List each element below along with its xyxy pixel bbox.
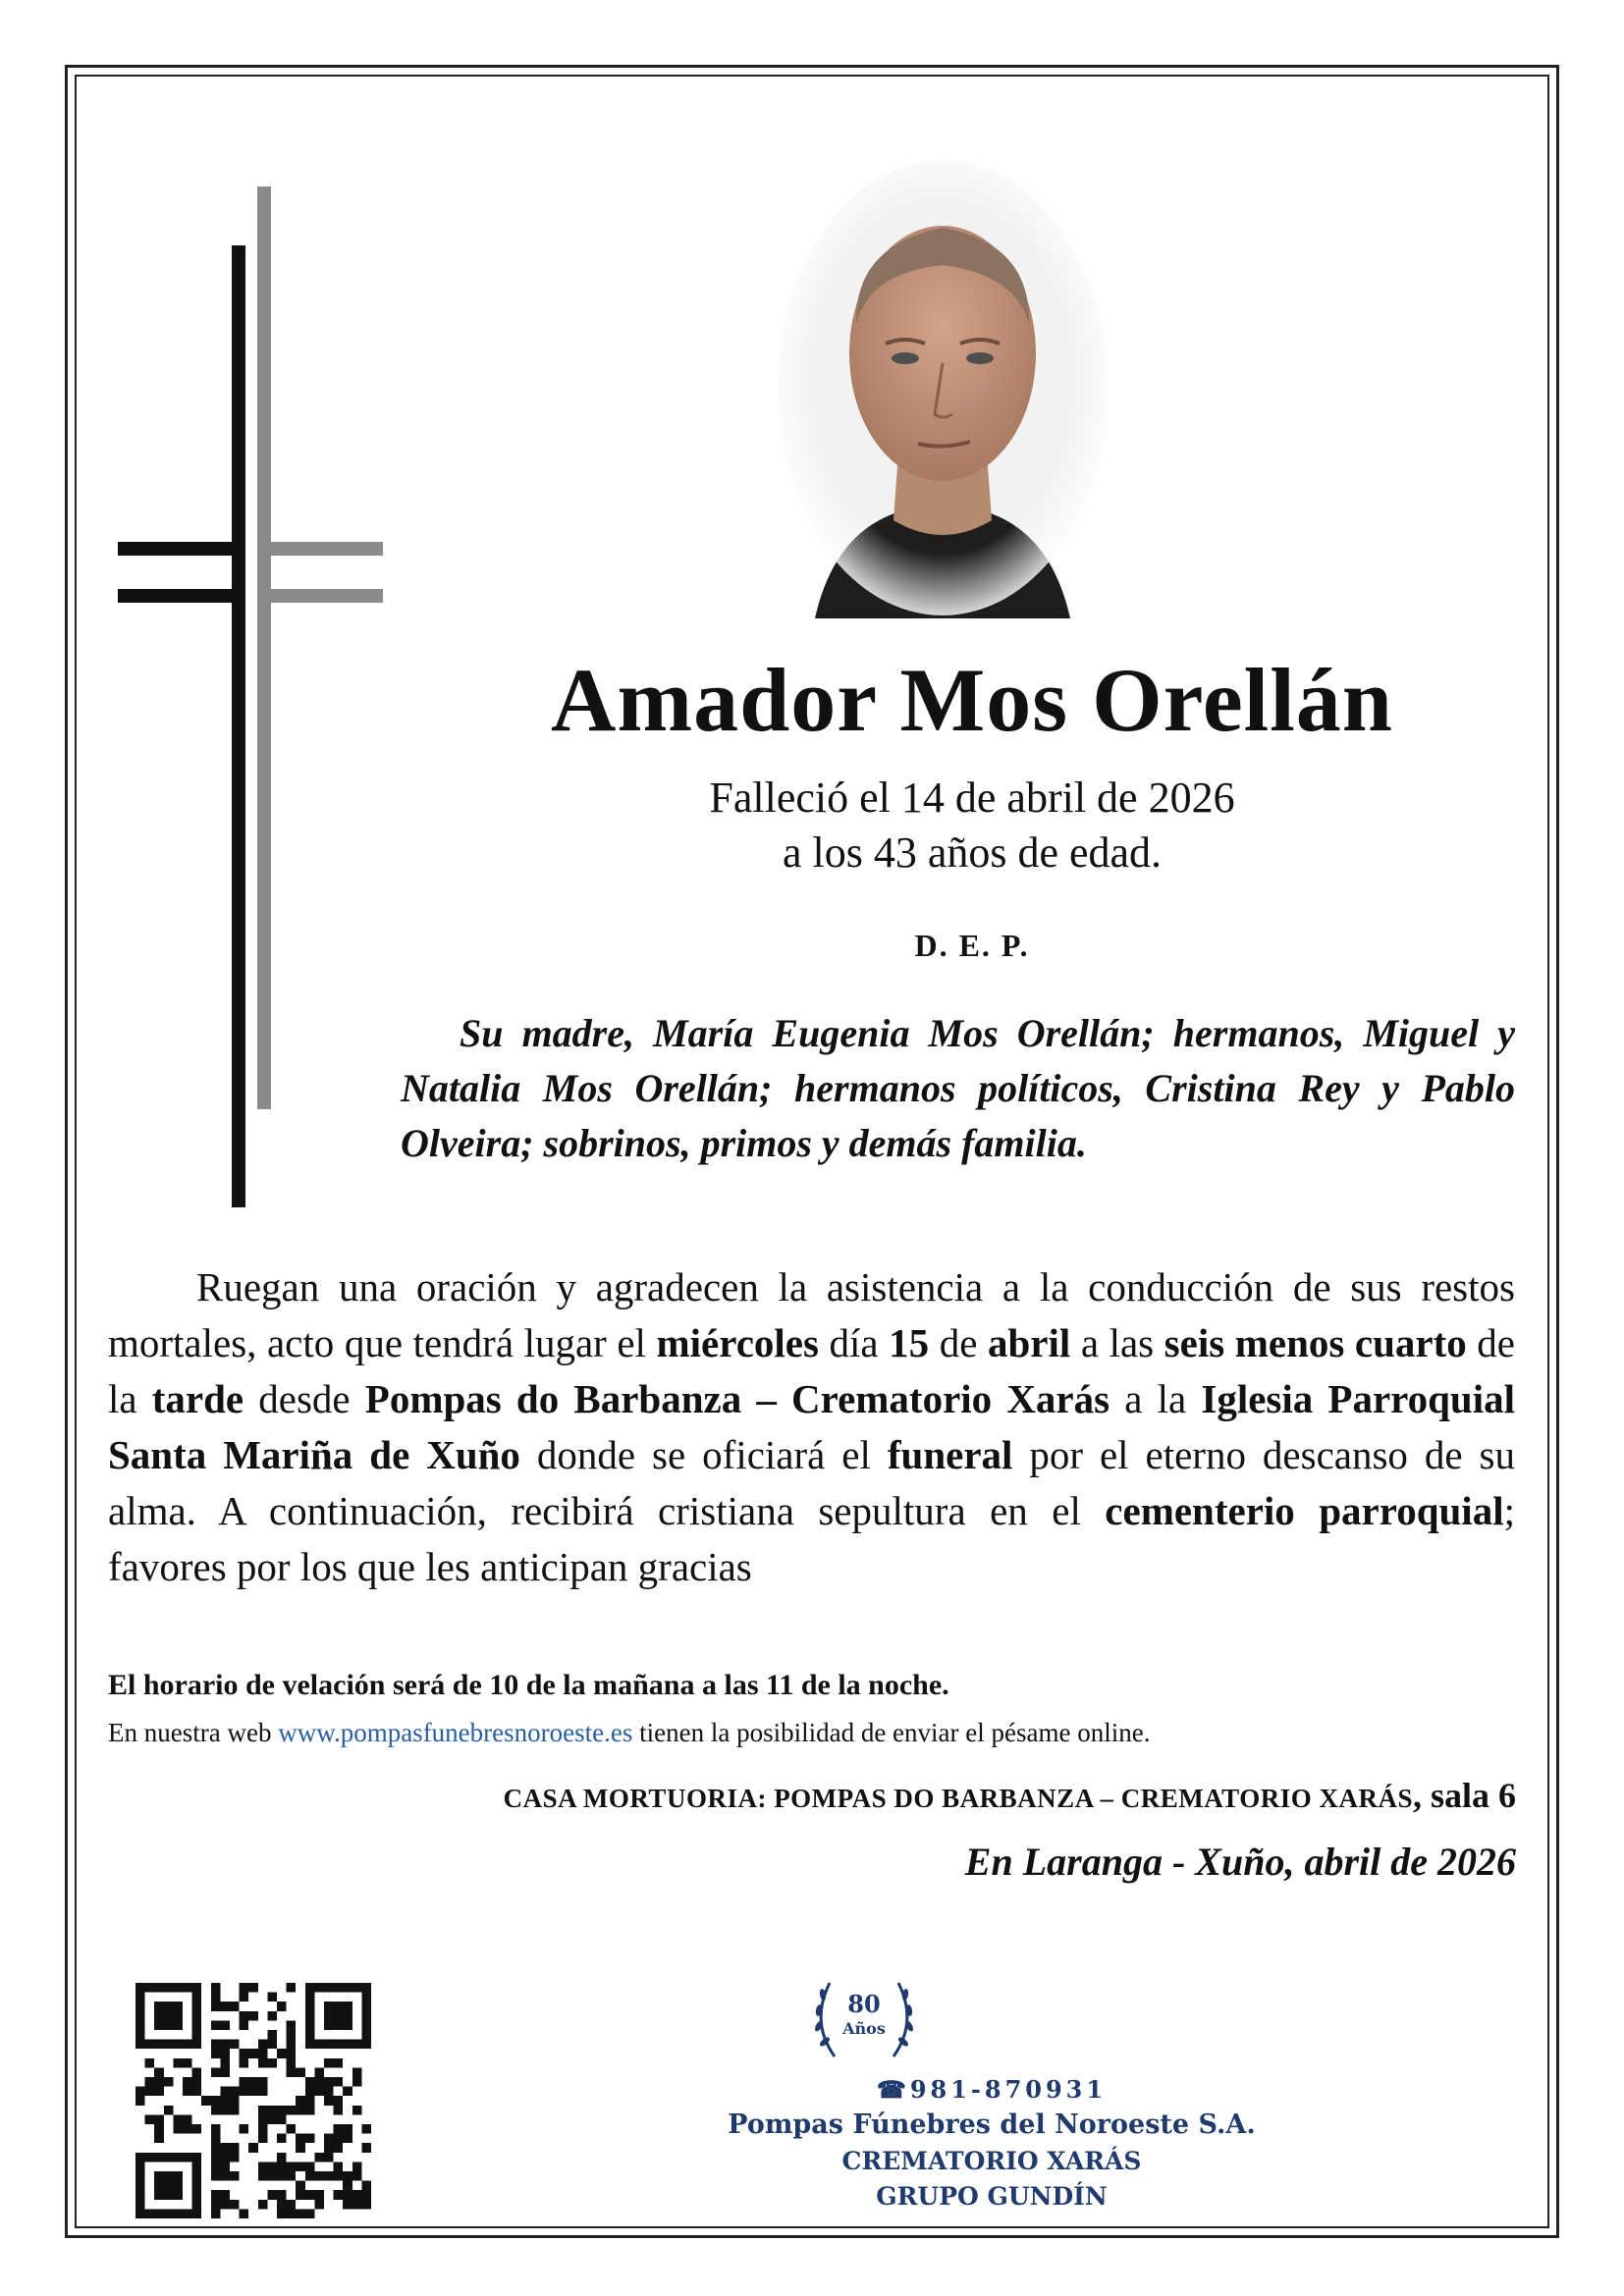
place-date: En Laranga - Xuño, abril de 2026 [964,1840,1516,1884]
body-text-10: ; favores por los que les anticipan gracias [108,1488,1515,1589]
dep-text: D. E. P. [914,928,1030,963]
funeral-month: abril [987,1320,1071,1365]
body-text-8: donde se oficiará el [519,1432,888,1477]
logo-word: Años [842,2019,886,2038]
vigil-hours: El horario de velación será de 10 de la mañana a las 11 de la noche. [108,1669,949,1701]
body-text-3: de [929,1320,988,1365]
body-text-2: día [818,1320,890,1365]
funeral-announcement [108,1259,1515,1595]
anniversary-logo-icon [795,1963,933,2071]
death-age: a los 43 años de edad. [782,828,1163,877]
death-info [432,771,1512,881]
funeral-day-name: miércoles [656,1320,819,1365]
web-notice [108,1718,1150,1748]
funeral-origin: Pompas do Barbanza – Crematorio Xarás [364,1376,1110,1421]
body-text-7: a la [1110,1376,1202,1421]
qr-code-icon[interactable] [135,1983,371,2218]
company-crematorium: CREMATORIO XARÁS [841,2147,1142,2175]
funeral-home-name: POMPAS DO BARBANZA – CREMATORIO XARÁS [774,1784,1413,1813]
portrait-photo [776,157,1110,618]
company-group: GRUPO GUNDÍN [876,2182,1108,2211]
funeral-day-number: 15 [889,1320,930,1365]
logo-number: 80 [847,1990,881,2018]
company-name: Pompas Fúnebres del Noroeste S.A. [728,2109,1256,2140]
funeral-period: tarde [151,1376,244,1421]
funeral-home-room: , sala 6 [1412,1776,1516,1815]
funeral-home-label: CASA MORTUORIA: [503,1784,775,1813]
family-list: Su madre, María Eugenia Mos Orellán; hermanos, Miguel y Natalia Mos Orellán; hermanos políticos, Cristina Rey y Pablo Olveira; sobrinos, primos y demás familia. [401,1011,1515,1165]
death-date: Falleció el 14 de abril de 2026 [709,774,1235,822]
funeral-church: Iglesia Parroquial Santa Mariña de Xuño [108,1376,1515,1477]
website-link[interactable]: www.pompasfunebresnoroeste.es [278,1718,633,1747]
company-block [452,2073,1532,2215]
body-text-5: de la [108,1320,1516,1421]
body-text-9: por el eterno descanso de su alma. A continuación, recibirá cristiana sepultura en el [108,1432,1515,1533]
company-phone[interactable]: ☎981-870931 [876,2075,1108,2104]
funeral-time: seis menos cuarto [1164,1320,1467,1365]
body-text-4: a las [1070,1320,1164,1365]
body-text-1: Ruegan una oración y agradecen la asistencia a la conducción de sus restos mortales, acto que tendrá lugar el [108,1264,1515,1365]
web-suffix: tienen la posibilidad de enviar el pésame online. [632,1718,1151,1747]
body-text-6: desde [244,1376,365,1421]
web-prefix: En nuestra web [108,1718,279,1747]
deceased-name: Amador Mos Orellán [551,650,1393,750]
funeral-word: funeral [887,1432,1013,1477]
funeral-cemetery: cementerio parroquial [1105,1488,1504,1533]
funeral-home [504,1775,1516,1816]
cross-icon [118,187,383,1207]
